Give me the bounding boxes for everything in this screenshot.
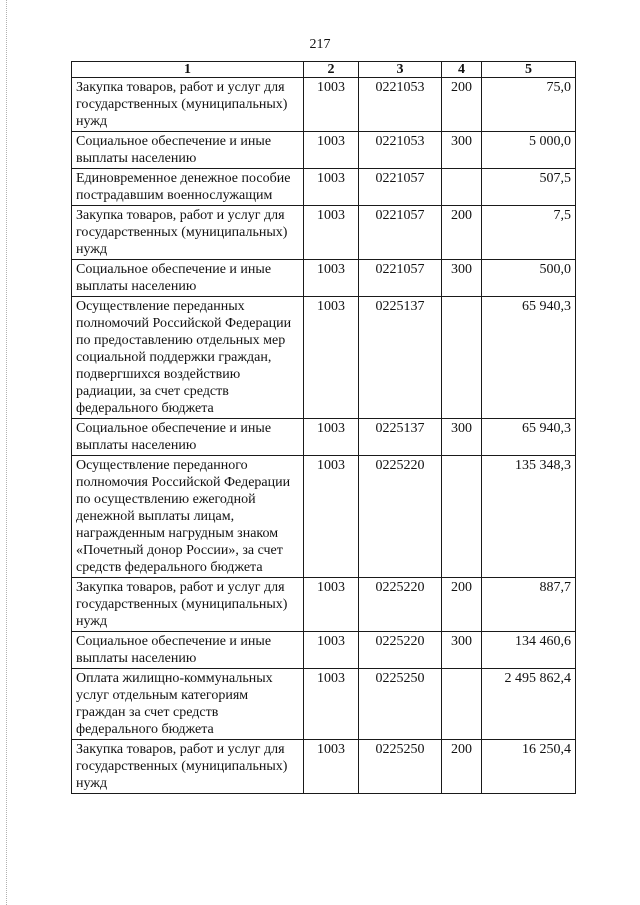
row-name: Закупка товаров, работ и услуг для государственных (муниципальных) нужд: [72, 78, 304, 132]
row-type-code: 300: [442, 419, 482, 456]
row-article-code: 0225220: [359, 456, 442, 578]
row-type-code: 300: [442, 632, 482, 669]
row-name: Осуществление переданного полномочия Российской Федерации по осуществлению ежегодной денежной выплаты лицам, награжденным нагрудным знаком «Почетный донор России», за счет средств федерального бюджета: [72, 456, 304, 578]
row-section-code: 1003: [304, 578, 359, 632]
row-article-code: 0221057: [359, 206, 442, 260]
row-article-code: 0225137: [359, 419, 442, 456]
row-section-code: 1003: [304, 632, 359, 669]
header-col-5: 5: [482, 62, 576, 78]
row-article-code: 0225220: [359, 632, 442, 669]
row-section-code: 1003: [304, 132, 359, 169]
row-name: Осуществление переданных полномочий Российской Федерации по предоставлению отдельных мер социальной поддержки граждан, подвергшихся воздействию радиации, за счет средств федерального бюджета: [72, 297, 304, 419]
row-type-code: 200: [442, 740, 482, 794]
row-amount: 135 348,3: [482, 456, 576, 578]
row-type-code: 300: [442, 132, 482, 169]
table-row: [72, 260, 576, 297]
row-type-code: [442, 456, 482, 578]
row-amount: 65 940,3: [482, 419, 576, 456]
header-col-1: 1: [72, 62, 304, 78]
row-article-code: 0221057: [359, 260, 442, 297]
row-section-code: 1003: [304, 740, 359, 794]
row-name: Социальное обеспечение и иные выплаты населению: [72, 632, 304, 669]
row-article-code: 0221053: [359, 132, 442, 169]
header-col-3: 3: [359, 62, 442, 78]
table-row: [72, 578, 576, 632]
row-section-code: 1003: [304, 669, 359, 740]
row-name: Закупка товаров, работ и услуг для государственных (муниципальных) нужд: [72, 206, 304, 260]
row-section-code: 1003: [304, 419, 359, 456]
row-name: Единовременное денежное пособие пострадавшим военнослужащим: [72, 169, 304, 206]
table-row: [72, 132, 576, 169]
row-section-code: 1003: [304, 169, 359, 206]
row-section-code: 1003: [304, 456, 359, 578]
row-type-code: [442, 297, 482, 419]
table-row: [72, 78, 576, 132]
table-row: [72, 669, 576, 740]
row-amount: 500,0: [482, 260, 576, 297]
row-amount: 887,7: [482, 578, 576, 632]
row-amount: 75,0: [482, 78, 576, 132]
row-section-code: 1003: [304, 206, 359, 260]
row-name: Оплата жилищно-коммунальных услуг отдельным категориям граждан за счет средств федерального бюджета: [72, 669, 304, 740]
row-article-code: 0221053: [359, 78, 442, 132]
header-col-4: 4: [442, 62, 482, 78]
table-row: [72, 169, 576, 206]
row-name: Закупка товаров, работ и услуг для государственных (муниципальных) нужд: [72, 740, 304, 794]
row-name: Социальное обеспечение и иные выплаты населению: [72, 260, 304, 297]
row-section-code: 1003: [304, 260, 359, 297]
row-article-code: 0221057: [359, 169, 442, 206]
budget-table: [71, 61, 576, 794]
row-name: Закупка товаров, работ и услуг для государственных (муниципальных) нужд: [72, 578, 304, 632]
row-type-code: 200: [442, 206, 482, 260]
table-row: [72, 206, 576, 260]
row-section-code: 1003: [304, 78, 359, 132]
row-name: Социальное обеспечение и иные выплаты населению: [72, 419, 304, 456]
row-article-code: 0225220: [359, 578, 442, 632]
row-section-code: 1003: [304, 297, 359, 419]
row-amount: 2 495 862,4: [482, 669, 576, 740]
row-article-code: 0225250: [359, 669, 442, 740]
table-row: [72, 456, 576, 578]
row-amount: 16 250,4: [482, 740, 576, 794]
row-amount: 7,5: [482, 206, 576, 260]
row-type-code: [442, 169, 482, 206]
table-row: [72, 297, 576, 419]
page-number: 217: [309, 37, 331, 52]
row-type-code: 200: [442, 78, 482, 132]
header-col-2: 2: [304, 62, 359, 78]
table-header-row: [72, 62, 576, 78]
row-amount: 65 940,3: [482, 297, 576, 419]
row-amount: 134 460,6: [482, 632, 576, 669]
row-amount: 5 000,0: [482, 132, 576, 169]
table-row: [72, 419, 576, 456]
page-edge-line: [6, 0, 7, 905]
row-name: Социальное обеспечение и иные выплаты населению: [72, 132, 304, 169]
row-article-code: 0225137: [359, 297, 442, 419]
row-type-code: 200: [442, 578, 482, 632]
table-row: [72, 740, 576, 794]
row-article-code: 0225250: [359, 740, 442, 794]
table-row: [72, 632, 576, 669]
row-type-code: [442, 669, 482, 740]
row-type-code: 300: [442, 260, 482, 297]
row-amount: 507,5: [482, 169, 576, 206]
